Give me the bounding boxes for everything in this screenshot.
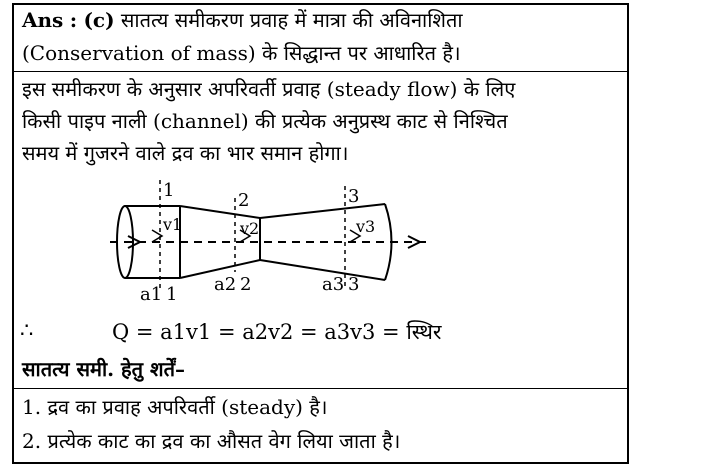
area-label-3: a3 xyxy=(322,274,345,295)
divider xyxy=(12,388,629,389)
section-label-3: 3 xyxy=(348,186,360,207)
area-label-1: a1 xyxy=(140,284,163,305)
paragraph-line-3: समय में गुजरने वाले द्रव का भार समान होगा। xyxy=(22,141,349,165)
answer-text: सातत्य समीकरण प्रवाह में मात्रा की अविनाशिता xyxy=(120,8,463,32)
continuity-formula xyxy=(20,318,442,344)
velocity-label-2: v2 xyxy=(240,219,260,238)
answer-option: (c) xyxy=(83,8,115,32)
bottom-label-1: 1 xyxy=(166,284,178,305)
paragraph-line-2: किसी पाइप नाली (channel) की प्रत्येक अनुप्रस्थ काट से निश्चित xyxy=(22,109,508,133)
velocity-label-3: v3 xyxy=(356,217,376,236)
condition-item-1: 1. द्रव का प्रवाह अपरिवर्ती (steady) है। xyxy=(22,395,328,419)
section-label-1: 1 xyxy=(163,180,175,201)
therefore-symbol: ∴ xyxy=(20,318,34,342)
answer-line-2: (Conservation of mass) के सिद्धान्त पर आधारित है। xyxy=(22,41,461,65)
answer-line-1 xyxy=(22,5,463,35)
answer-colon: : xyxy=(69,8,78,32)
paragraph-line-1: इस समीकरण के अनुसार अपरिवर्ती प्रवाह (steady flow) के लिए xyxy=(22,77,516,101)
velocity-label-1: v1 xyxy=(163,215,183,234)
bottom-label-2: 2 xyxy=(240,274,252,295)
formula-equation: Q = a1v1 = a2v2 = a3v3 = स्थिर xyxy=(112,320,442,344)
bottom-label-3: 3 xyxy=(348,274,360,295)
conditions-heading: सातत्य समी. हेतु शर्तें– xyxy=(22,357,186,381)
divider xyxy=(12,71,629,72)
answer-label: Ans xyxy=(22,8,64,32)
pipe-flow-diagram xyxy=(0,170,711,310)
condition-item-2: 2. प्रत्येक काट का द्रव का औसत वेग लिया जाता है। xyxy=(22,429,401,453)
area-label-2: a2 xyxy=(214,274,237,295)
section-label-2: 2 xyxy=(238,190,250,211)
